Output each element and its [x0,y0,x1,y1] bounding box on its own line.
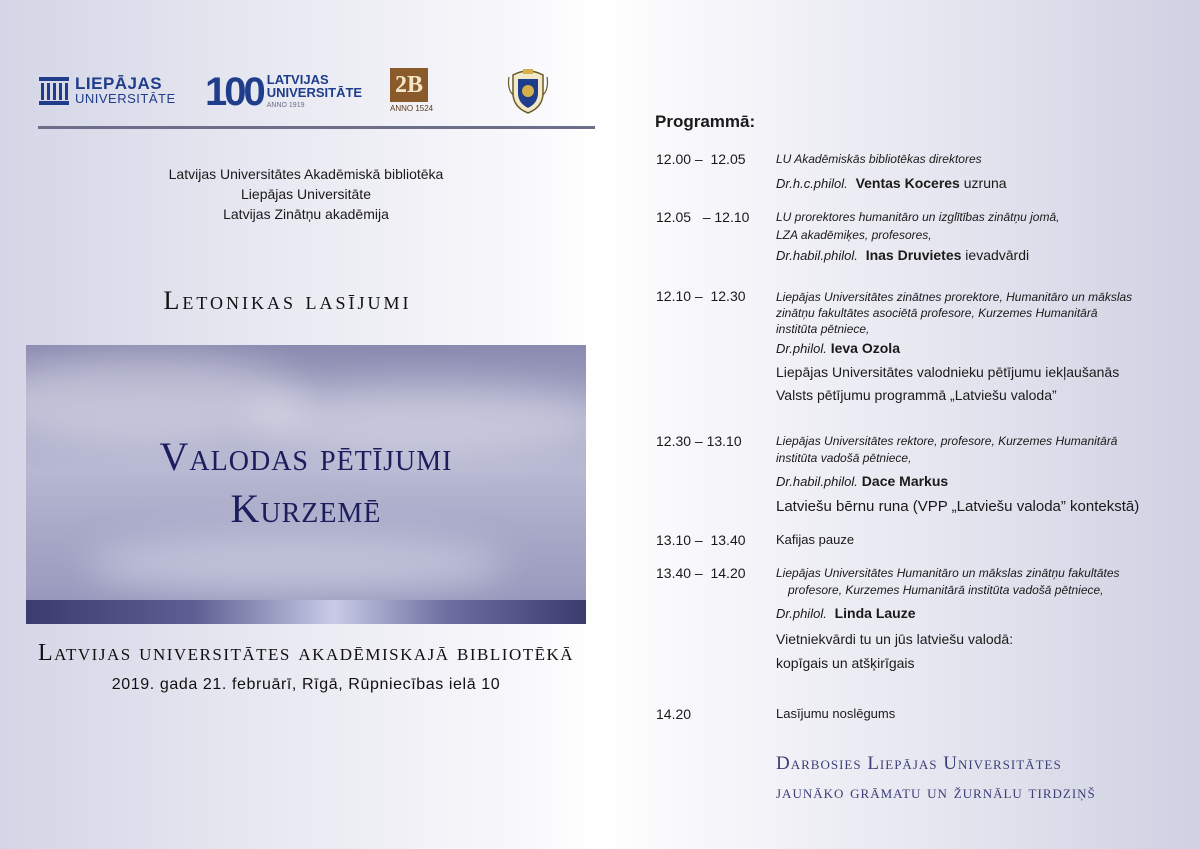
footer-line1: Darbosies Liepājas Universitātes [776,753,1062,774]
speaker-degree: Dr.h.c.philol. [776,176,848,191]
speaker-degree: Dr.habil.philol. [776,248,858,263]
program-role: LU Akadēmiskās bibliotēkas direktores [776,152,982,166]
header-divider [38,126,595,129]
speaker-suffix: ievadvārdi [961,247,1030,263]
program-speaker [776,247,1029,263]
program-role: LZA akadēmiķes, profesores, [776,228,932,242]
columns-icon [38,76,70,106]
program-role: institūta vadošā pētniece, [776,451,912,465]
speaker-degree: Dr.habil.philol. [776,474,858,489]
lv-100-number: 100 [205,70,263,114]
lv-logo-line2: UNIVERSITĀTE [266,85,363,100]
series-title: Letonikas lasījumi [163,286,412,315]
program-role: institūta pētniece, [776,322,870,336]
program-time: 12.30 – 13.10 [656,433,742,449]
banner-bar [26,600,586,624]
academy-of-sciences-crest-icon [505,65,551,120]
speaker-degree: Dr.philol. [776,606,827,621]
university-of-latvia-100-logo [205,70,362,115]
program-role: Liepājas Universitātes rektore, profesore, Kurzemes Humanitārā [776,434,1118,448]
program-time: 13.40 – 14.20 [656,565,746,581]
lu-logo-line2: UNIVERSITĀTE [75,91,176,106]
academic-library-logo [390,68,434,114]
program-time: 12.10 – 12.30 [656,288,746,304]
program-title: Programmā: [655,112,756,131]
liepaja-university-logo [38,76,176,106]
banner-title-line1: Valodas pētījumi [159,434,453,479]
program-topic: Latviešu bērnu runa (VPP „Latviešu valoda” kontekstā) [776,498,1140,515]
program-speaker [776,175,1007,191]
program-role: Liepājas Universitātes zinātnes prorektore, Humanitāro un mākslas [776,290,1133,304]
program-role: Liepājas Universitātes Humanitāro un mākslas zinātņu fakultātes [776,566,1120,580]
speaker-name: Dace Markus [861,473,949,489]
venue: Latvijas universitātes akadēmiskajā bibliotēkā [37,640,575,666]
library-mark: 2B [390,68,428,102]
program-topic: Liepājas Universitātes valodnieku pētījumu iekļaušanās [776,364,1120,380]
speaker-name: Inas Druvietes [865,247,962,263]
speaker-name: Ventas Koceres [855,175,960,191]
speaker-name: Linda Lauze [834,605,916,621]
organizer-2: Liepājas Universitāte [241,186,371,202]
program-role: profesore, Kurzemes Humanitārā institūta vadošā pētniece, [788,583,1104,597]
lv-logo-line1: LATVIJAS [266,72,329,87]
organizer-3: Latvijas Zinātņu akadēmija [223,206,389,222]
speaker-degree: Dr.philol. [776,341,827,356]
program-speaker [776,473,948,489]
program-closing: Lasījumu noslēgums [776,706,896,721]
speaker-name: Ieva Ozola [830,340,900,356]
program-speaker [776,605,916,621]
lv-logo-line3: ANNO 1919 [266,102,305,109]
footer-line2: jaunāko grāmatu un žurnālu tirdziņš [776,782,1096,803]
library-caption: ANNO 1524 [390,104,434,113]
program-role: zinātņu fakultātes asociētā profesore, Kurzemes Humanitārā [776,306,1098,320]
organizer-1: Latvijas Universitātes Akadēmiskā bibliotēka [168,166,444,182]
program-topic: kopīgais un atšķirīgais [776,655,915,671]
program-speaker [776,340,900,356]
banner-title-line2: Kurzemē [230,486,382,531]
program-break: Kafijas pauze [776,532,855,547]
program-time: 14.20 [656,706,692,722]
program-topic: Valsts pētījumu programmā „Latviešu valoda” [776,387,1057,403]
lu-logo-line1: LIEPĀJAS [75,74,163,93]
date-place: 2019. gada 21. februārī, Rīgā, Rūpniecības ielā 10 [111,676,501,693]
speaker-suffix: uzruna [959,175,1007,191]
program-time: 12.00 – 12.05 [656,151,746,167]
program-time: 13.10 – 13.40 [656,532,746,548]
title-banner [26,345,586,624]
program-time: 12.05 – 12.10 [656,209,750,225]
program-role: LU prorektores humanitāro un izglītības zinātņu jomā, [776,210,1060,224]
program-topic: Vietniekvārdi tu un jūs latviešu valodā: [776,631,1014,647]
